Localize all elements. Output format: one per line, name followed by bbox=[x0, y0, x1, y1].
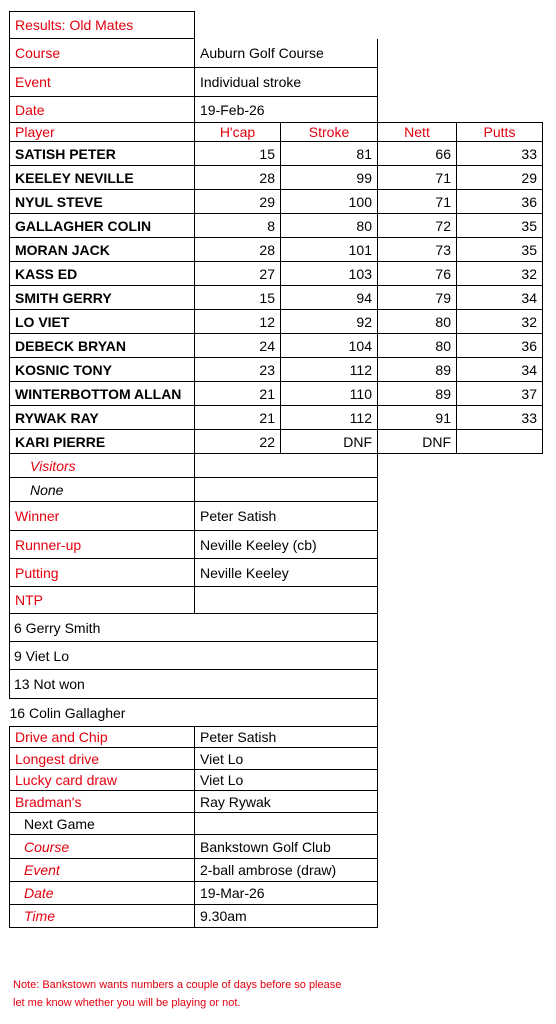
info-row bbox=[10, 39, 543, 68]
player-name: GALLAGHER COLIN bbox=[10, 214, 195, 238]
player-name: WINTERBOTTOM ALLAN bbox=[10, 382, 195, 406]
player-putts: 33 bbox=[457, 406, 543, 430]
extra-value: Ray Rywak bbox=[195, 791, 378, 813]
ntp-row bbox=[10, 642, 543, 670]
player-name: RYWAK RAY bbox=[10, 406, 195, 430]
player-nett: 66 bbox=[378, 142, 457, 166]
player-nett: 89 bbox=[378, 358, 457, 382]
player-putts: 32 bbox=[457, 310, 543, 334]
next-game-row bbox=[10, 905, 543, 928]
extra-label: Drive and Chip bbox=[10, 727, 195, 748]
player-putts: 34 bbox=[457, 358, 543, 382]
info-value: Individual stroke bbox=[195, 68, 378, 97]
player-putts: 34 bbox=[457, 286, 543, 310]
award-label: Winner bbox=[10, 502, 195, 531]
table-row bbox=[10, 334, 543, 358]
table-row bbox=[10, 166, 543, 190]
award-label: NTP bbox=[10, 587, 195, 614]
player-name: KASS ED bbox=[10, 262, 195, 286]
player-stroke: 81 bbox=[281, 142, 378, 166]
next-game-row bbox=[10, 835, 543, 859]
next-game-label: Time bbox=[10, 905, 195, 928]
player-putts: 35 bbox=[457, 214, 543, 238]
player-putts: 36 bbox=[457, 190, 543, 214]
player-hcap: 23 bbox=[195, 358, 281, 382]
player-putts: 35 bbox=[457, 238, 543, 262]
player-hcap: 24 bbox=[195, 334, 281, 358]
player-name: NYUL STEVE bbox=[10, 190, 195, 214]
next-game-row bbox=[10, 882, 543, 905]
table-row bbox=[10, 430, 543, 454]
table-row bbox=[10, 190, 543, 214]
table-row bbox=[10, 214, 543, 238]
player-nett: 89 bbox=[378, 382, 457, 406]
extra-label: Lucky card draw bbox=[10, 770, 195, 791]
header-player: Player bbox=[10, 123, 195, 142]
award-value bbox=[195, 587, 378, 614]
sheet-title: Results: Old Mates bbox=[10, 12, 195, 39]
ntp-entry: 16 Colin Gallagher bbox=[10, 699, 378, 727]
table-row bbox=[10, 382, 543, 406]
player-stroke: 94 bbox=[281, 286, 378, 310]
award-label: Putting bbox=[10, 559, 195, 587]
player-name: KEELEY NEVILLE bbox=[10, 166, 195, 190]
player-hcap: 12 bbox=[195, 310, 281, 334]
player-putts bbox=[457, 430, 543, 454]
player-putts: 36 bbox=[457, 334, 543, 358]
player-stroke: 100 bbox=[281, 190, 378, 214]
header-hcap: H'cap bbox=[195, 123, 281, 142]
player-nett: 72 bbox=[378, 214, 457, 238]
player-name: KARI PIERRE bbox=[10, 430, 195, 454]
table-row bbox=[10, 238, 543, 262]
player-hcap: 8 bbox=[195, 214, 281, 238]
player-stroke: 104 bbox=[281, 334, 378, 358]
player-putts: 29 bbox=[457, 166, 543, 190]
table-row bbox=[10, 358, 543, 382]
player-nett: 91 bbox=[378, 406, 457, 430]
extra-row bbox=[10, 791, 543, 813]
info-label: Date bbox=[10, 97, 195, 123]
title-row bbox=[10, 12, 543, 39]
ntp-entry: 9 Viet Lo bbox=[10, 642, 378, 670]
player-putts: 33 bbox=[457, 142, 543, 166]
award-label: Runner-up bbox=[10, 531, 195, 559]
visitors-value: None bbox=[10, 478, 195, 502]
award-value: Neville Keeley (cb) bbox=[195, 531, 378, 559]
player-hcap: 28 bbox=[195, 238, 281, 262]
extra-row bbox=[10, 727, 543, 748]
info-value: 19-Feb-26 bbox=[195, 97, 378, 123]
next-game-label: Event bbox=[10, 859, 195, 882]
player-nett: 71 bbox=[378, 190, 457, 214]
next-game-value: 2-ball ambrose (draw) bbox=[195, 859, 378, 882]
player-stroke: 112 bbox=[281, 406, 378, 430]
info-value: Auburn Golf Course bbox=[195, 39, 378, 68]
table-row bbox=[10, 142, 543, 166]
next-game-label: Course bbox=[10, 835, 195, 859]
player-name: SATISH PETER bbox=[10, 142, 195, 166]
table-row bbox=[10, 262, 543, 286]
award-value: Peter Satish bbox=[195, 502, 378, 531]
extra-value: Viet Lo bbox=[195, 748, 378, 770]
player-putts: 37 bbox=[457, 382, 543, 406]
ntp-row bbox=[10, 699, 543, 727]
next-game-value: Bankstown Golf Club bbox=[195, 835, 378, 859]
player-stroke: 80 bbox=[281, 214, 378, 238]
player-hcap: 21 bbox=[195, 382, 281, 406]
player-hcap: 29 bbox=[195, 190, 281, 214]
player-putts: 32 bbox=[457, 262, 543, 286]
info-row bbox=[10, 68, 543, 97]
award-row bbox=[10, 531, 543, 559]
player-nett: 79 bbox=[378, 286, 457, 310]
ntp-entry: 13 Not won bbox=[10, 670, 378, 699]
player-nett: 73 bbox=[378, 238, 457, 262]
player-stroke: 92 bbox=[281, 310, 378, 334]
table-row bbox=[10, 406, 543, 430]
next-game-row bbox=[10, 859, 543, 882]
award-value: Neville Keeley bbox=[195, 559, 378, 587]
table-row bbox=[10, 286, 543, 310]
player-hcap: 15 bbox=[195, 286, 281, 310]
ntp-row bbox=[10, 670, 543, 699]
player-name: LO VIET bbox=[10, 310, 195, 334]
award-row bbox=[10, 559, 543, 587]
extra-label: Bradman's bbox=[10, 791, 195, 813]
player-nett: DNF bbox=[378, 430, 457, 454]
extra-value: Peter Satish bbox=[195, 727, 378, 748]
header-nett: Nett bbox=[378, 123, 457, 142]
player-hcap: 22 bbox=[195, 430, 281, 454]
visitors-row bbox=[10, 478, 543, 502]
next-game-heading: Next Game bbox=[10, 813, 195, 835]
award-row bbox=[10, 502, 543, 531]
player-nett: 76 bbox=[378, 262, 457, 286]
player-name: MORAN JACK bbox=[10, 238, 195, 262]
next-game-label: Date bbox=[10, 882, 195, 905]
info-label: Course bbox=[10, 39, 195, 68]
info-label: Event bbox=[10, 68, 195, 97]
next-game-value: 19-Mar-26 bbox=[195, 882, 378, 905]
player-hcap: 21 bbox=[195, 406, 281, 430]
player-stroke: 101 bbox=[281, 238, 378, 262]
player-name: SMITH GERRY bbox=[10, 286, 195, 310]
player-hcap: 28 bbox=[195, 166, 281, 190]
player-stroke: 99 bbox=[281, 166, 378, 190]
extra-row bbox=[10, 770, 543, 791]
ntp-row bbox=[10, 614, 543, 642]
visitors-row bbox=[10, 454, 543, 478]
player-nett: 71 bbox=[378, 166, 457, 190]
player-stroke: DNF bbox=[281, 430, 378, 454]
next-game-value: 9.30am bbox=[195, 905, 378, 928]
next-game-heading-row bbox=[10, 813, 543, 835]
ntp-entry: 6 Gerry Smith bbox=[10, 614, 378, 642]
visitors-label: Visitors bbox=[10, 454, 195, 478]
players-table-body bbox=[10, 142, 543, 454]
player-stroke: 103 bbox=[281, 262, 378, 286]
player-hcap: 27 bbox=[195, 262, 281, 286]
note-line: let me know whether you will be playing or not. bbox=[13, 997, 241, 1009]
extra-label: Longest drive bbox=[10, 748, 195, 770]
table-row bbox=[10, 310, 543, 334]
award-row bbox=[10, 587, 543, 614]
player-name: DEBECK BRYAN bbox=[10, 334, 195, 358]
note-line: Note: Bankstown wants numbers a couple of days before so please bbox=[13, 979, 342, 991]
header-stroke: Stroke bbox=[281, 123, 378, 142]
player-stroke: 112 bbox=[281, 358, 378, 382]
player-name: KOSNIC TONY bbox=[10, 358, 195, 382]
results-sheet bbox=[9, 11, 543, 928]
footer-note bbox=[13, 976, 341, 1012]
player-nett: 80 bbox=[378, 310, 457, 334]
column-header-row bbox=[10, 123, 543, 142]
player-nett: 80 bbox=[378, 334, 457, 358]
info-row bbox=[10, 97, 543, 123]
extra-value: Viet Lo bbox=[195, 770, 378, 791]
player-stroke: 110 bbox=[281, 382, 378, 406]
header-putts: Putts bbox=[457, 123, 543, 142]
player-hcap: 15 bbox=[195, 142, 281, 166]
extra-row bbox=[10, 748, 543, 770]
